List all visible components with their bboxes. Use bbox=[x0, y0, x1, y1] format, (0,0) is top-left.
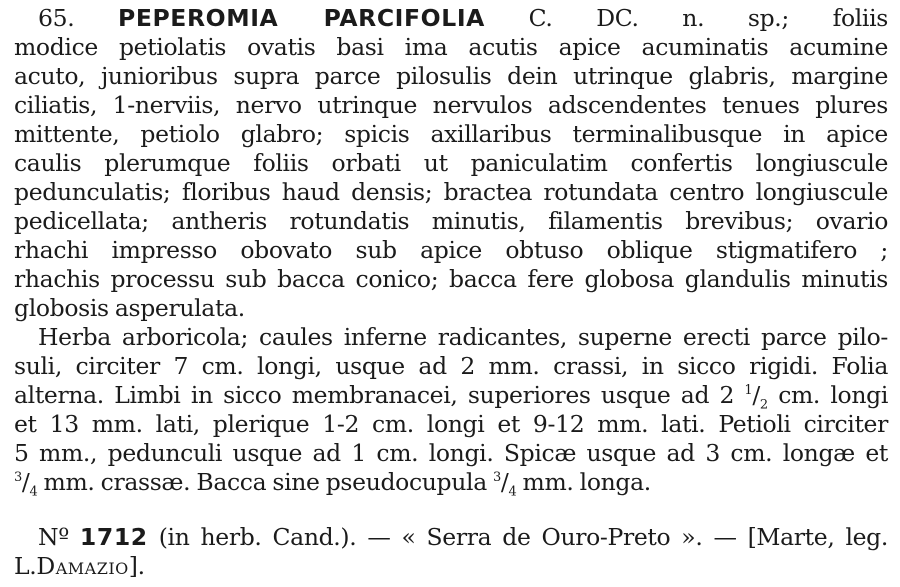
specimen-text: (in herb. Cand.). — « Serra de Ouro-Preto ». — [Marte, leg. bbox=[158, 523, 888, 551]
description-line: ciliatis, 1-nerviis, nervo utrinque nervulos adscendentes tenues plures bbox=[14, 91, 888, 119]
description-line: rhachi impresso obovato sub apice obtuso oblique stigmatifero ; bbox=[14, 236, 888, 264]
description-start: foliis bbox=[832, 4, 888, 32]
species-authority: C. DC. n. sp.; bbox=[528, 4, 789, 32]
habit-text: mm. crassæ. Bacca sine pseudocupula bbox=[43, 468, 487, 496]
collector-line bbox=[14, 552, 888, 580]
description-line: pedicellata; antheris rotundatis minutis, filamentis brevibus; ovario bbox=[14, 207, 888, 235]
description-line: rhachis processu sub bacca conico; bacca fere globosa glandulis minutis bbox=[14, 265, 888, 293]
fraction: $^3/_4$ bbox=[14, 468, 38, 500]
description-line: modice petiolatis ovatis basi ima acutis apice acuminatis acumine bbox=[14, 33, 888, 61]
collector-end: ]. bbox=[128, 552, 145, 580]
habit-line bbox=[14, 468, 888, 500]
entry-number: 65. bbox=[38, 4, 75, 32]
habit-text: alterna. Limbi in sicco membranacei, superiores usque ad 2 bbox=[14, 381, 735, 409]
habit-line: suli, circiter 7 cm. longi, usque ad 2 mm. crassi, in sicco rigidi. Folia bbox=[14, 352, 888, 380]
fraction: $^1/_2$ bbox=[744, 381, 768, 413]
collector-initial: L. bbox=[14, 552, 37, 580]
habit-line bbox=[14, 381, 888, 413]
fraction: $^3/_4$ bbox=[493, 468, 517, 500]
collector-name: Damazio bbox=[36, 552, 129, 580]
specimen-number: 1712 bbox=[79, 523, 148, 551]
description-line: caulis plerumque foliis orbati ut paniculatim confertis longiuscule bbox=[14, 149, 888, 177]
species-header-line bbox=[14, 4, 888, 32]
habit-line: 5 mm., pedunculi usque ad 1 cm. longi. Spicæ usque ad 3 cm. longæ et bbox=[14, 439, 888, 467]
description-line: pedunculatis; floribus haud densis; bractea rotundata centro longiuscule bbox=[14, 178, 888, 206]
species-name: PEPEROMIA PARCIFOLIA bbox=[118, 4, 485, 32]
habit-text: cm. longi bbox=[778, 381, 888, 409]
habit-line: Herba arboricola; caules inferne radicantes, superne erecti parce pilo- bbox=[38, 323, 888, 351]
description-line: globosis asperulata. bbox=[14, 294, 245, 322]
habit-text: mm. longa. bbox=[522, 468, 651, 496]
specimen-prefix: Nº bbox=[38, 523, 69, 551]
description-line: acuto, junioribus supra parce pilosulis dein utrinque glabris, margine bbox=[14, 62, 888, 90]
habit-line: et 13 mm. lati, plerique 1-2 cm. longi et 9-12 mm. lati. Petioli circiter bbox=[14, 410, 888, 438]
description-line: mittente, petiolo glabro; spicis axillaribus terminalibusque in apice bbox=[14, 120, 888, 148]
specimen-line bbox=[38, 523, 888, 551]
